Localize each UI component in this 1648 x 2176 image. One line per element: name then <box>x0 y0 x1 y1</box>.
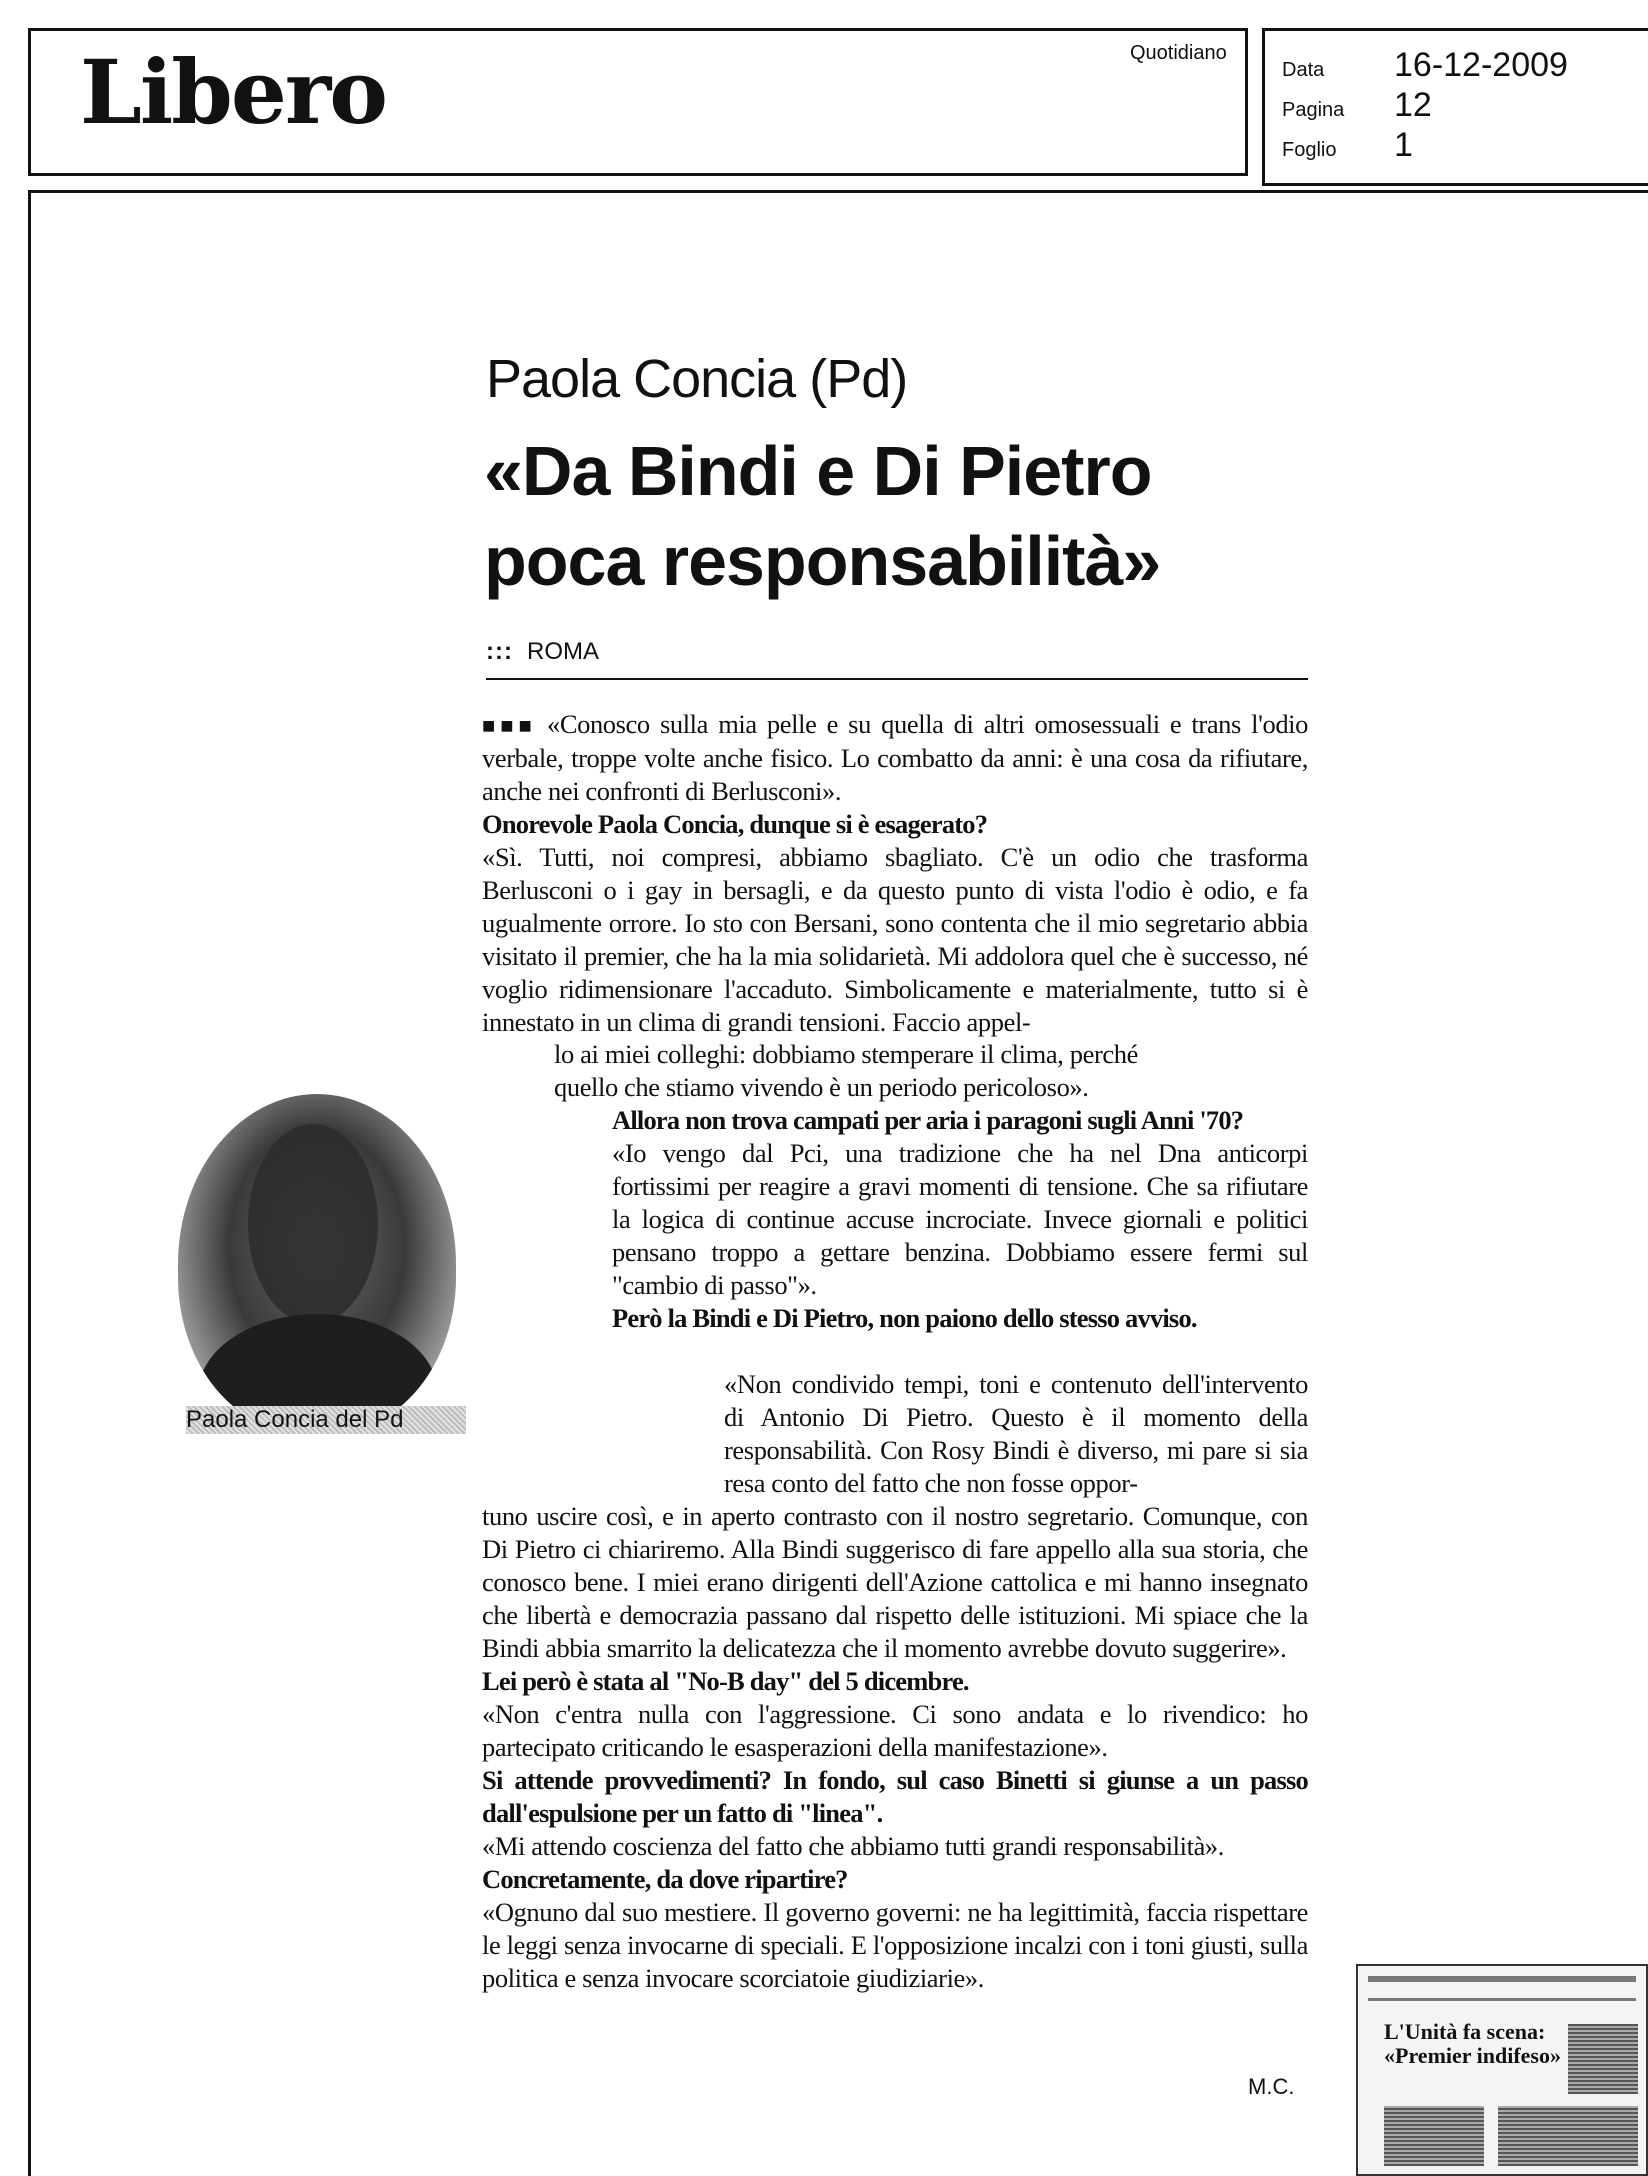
thumb-image <box>1568 2024 1638 2094</box>
question: Si attende provvedimenti? In fondo, sul caso Binetti si giunse a un passo dall'espulsione per un fatto di "linea". <box>482 1765 1308 1828</box>
info-label: Foglio <box>1282 139 1337 161</box>
info-label: Pagina <box>1282 99 1345 121</box>
info-row-page <box>1282 86 1432 125</box>
author-signature: M.C. <box>1248 2074 1295 2099</box>
answer: «Sì. Tutti, noi compresi, abbiamo sbagliato. C'è un odio che trasforma Berlusconi o i gay in bersagli, e da questo punto di vista l'odio è odio, e fa ugualmente orrore. Io sto con Bersani, sono contenta che il mio segretario abbia visitato il premier, che ha la mia solidarietà. Mi addolora quel che è successo, né voglio ridimensionare l'accaduto. Simbolicamente e materialmente, tutto si è innestato in un clima di grandi tensioni. Faccio appel- <box>482 842 1308 1037</box>
question: Allora non trova campati per aria i paragoni sugli Anni '70? <box>612 1105 1244 1135</box>
answer: «Io vengo dal Pci, una tradizione che ha nel Dna anticorpi fortissimi per reagire a gravi momenti di tensione. Che sa rifiutare la logica di continue accuse incrociate. Invece giornali e politici pensano troppo a gettare benzina. Dobbiamo essere fermi sul "cambio di passo"». <box>612 1138 1308 1300</box>
info-label: Data <box>1282 59 1325 81</box>
answer: «Mi attendo coscienza del fatto che abbiamo tutti grandi responsabilità». <box>482 1831 1225 1861</box>
answer: lo ai miei colleghi: dobbiamo stemperare il clima, perché quello che stiamo vivendo è un periodo pericoloso». <box>554 1039 1138 1102</box>
headline-line: poca responsabilità» <box>484 522 1161 600</box>
thumb-rule <box>1368 1998 1636 2001</box>
portrait-face <box>248 1124 378 1324</box>
thumbnail-title: L'Unità fa scena: «Premier indifeso» <box>1384 2019 1561 2068</box>
info-row-date <box>1282 46 1568 85</box>
info-row-sheet <box>1282 126 1413 165</box>
page-border-top <box>28 190 1648 193</box>
frequency-label: Quotidiano <box>1130 42 1227 64</box>
question: Lei però è stata al "No-B day" del 5 dicembre. <box>482 1666 969 1696</box>
article-body-block <box>612 1104 1308 1335</box>
question: Onorevole Paola Concia, dunque si è esagerato? <box>482 809 988 839</box>
dateline-dots-icon: ::: <box>486 638 513 665</box>
headline-line: «Da Bindi e Di Pietro <box>484 432 1152 510</box>
article-body-block <box>482 708 1308 1039</box>
portrait-photo <box>178 1094 456 1434</box>
thumb-image <box>1498 2106 1638 2166</box>
info-value: 12 <box>1394 86 1432 124</box>
article-body-block <box>482 1500 1308 1995</box>
question: Concretamente, da dove ripartire? <box>482 1864 848 1894</box>
article-body-block <box>554 1038 1138 1104</box>
page-border-left <box>28 190 31 2176</box>
related-page-thumbnail <box>1356 1964 1648 2176</box>
dateline <box>486 638 1308 680</box>
thumb-image <box>1384 2106 1484 2166</box>
thumb-rule <box>1368 1976 1636 1982</box>
answer: «Ognuno dal suo mestiere. Il governo governi: ne ha legittimità, faccia rispettare le leggi senza invocarne di speciali. E l'opposizione incalzi con i toni giusti, sulla politica e senza invocare scorciatoie giudiziarie». <box>482 1897 1308 1993</box>
photo-caption: Paola Concia del Pd <box>186 1406 466 1434</box>
paragraph <box>482 708 1308 808</box>
answer: «Non condivido tempi, toni e contenuto dell'intervento di Antonio Di Pietro. Questo è il momento della responsabilità. Con Rosy Bindi è diverso, mi pare si sia resa conto del fatto che non fosse oppor- <box>724 1369 1308 1498</box>
question: Però la Bindi e Di Pietro, non paiono dello stesso avviso. <box>612 1303 1197 1333</box>
article-headline <box>484 426 1384 606</box>
lead-squares-icon: ■■■ <box>482 713 537 738</box>
dateline-city: ROMA <box>526 638 599 665</box>
paragraph-text: «Conosco sulla mia pelle e su quella di altri omosessuali e trans l'odio verbale, troppe volte anche fisico. Lo combatto da anni: è una cosa da rifiutare, anche nei confronti di Berlusconi». <box>482 709 1308 806</box>
answer: tuno uscire così, e in aperto contrasto con il nostro segretario. Comunque, con Di Pietro ci chiariremo. Alla Bindi suggerisco di fare appello alla sua storia, che conosco bene. I miei erano dirigenti dell'Azione cattolica e mi hanno insegnato che libertà e democrazia passano dal rispetto delle istituzioni. Mi spiace che la Bindi abbia smarrito la delicatezza che il momento avrebbe dovuto suggerire». <box>482 1501 1308 1663</box>
article-kicker: Paola Concia (Pd) <box>486 349 908 409</box>
info-value: 1 <box>1394 126 1413 164</box>
newspaper-logo: Libero <box>80 40 386 144</box>
article-body-block <box>724 1368 1308 1500</box>
info-value: 16-12-2009 <box>1394 46 1568 84</box>
answer: «Non c'entra nulla con l'aggressione. Ci sono andata e lo rivendico: ho partecipato criticando le esasperazioni della manifestazione». <box>482 1699 1308 1762</box>
